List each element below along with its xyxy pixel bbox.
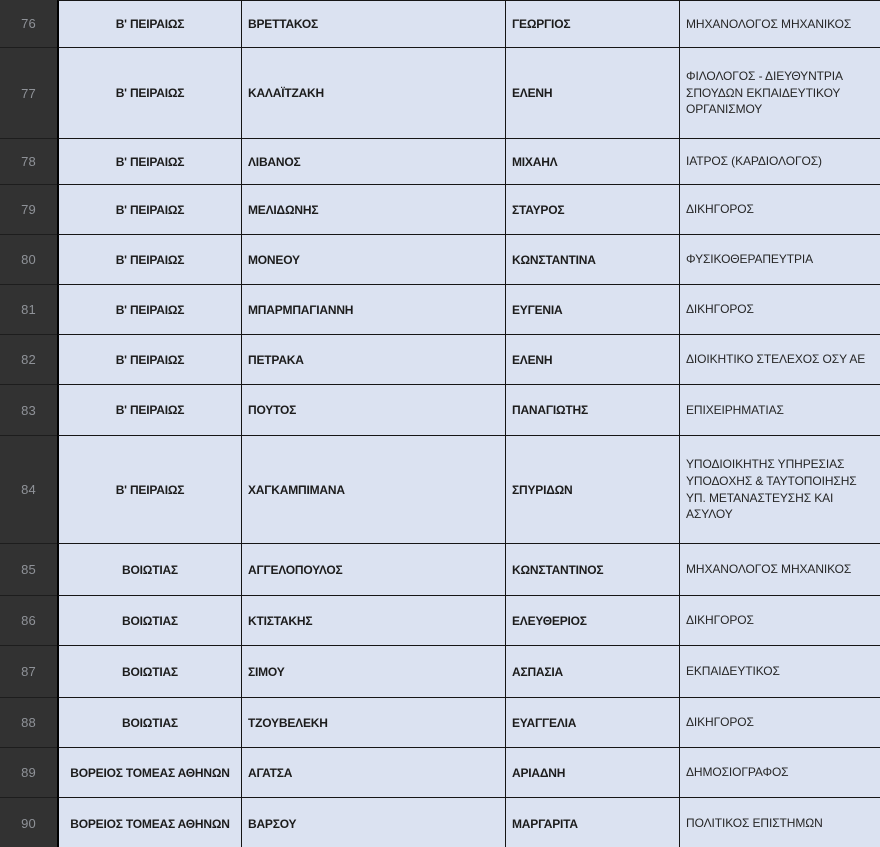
first-name-cell: ΑΡΙΑΔΝΗ [505, 748, 679, 798]
district-cell: ΒΟΡΕΙΟΣ ΤΟΜΕΑΣ ΑΘΗΝΩΝ [57, 798, 241, 847]
district-cell: ΒΟΙΩΤΙΑΣ [57, 646, 241, 698]
profession-cell: ΔΗΜΟΣΙΟΓΡΑΦΟΣ [679, 748, 880, 798]
first-name-cell: ΣΠΥΡΙΔΩΝ [505, 436, 679, 544]
profession-cell: ΕΚΠΑΙΔΕΥΤΙΚΟΣ [679, 646, 880, 698]
row-number-cell: 80 [0, 235, 57, 285]
district-cell: Β' ΠΕΙΡΑΙΩΣ [57, 185, 241, 235]
row-number-cell: 76 [0, 0, 57, 48]
row-number-cell: 84 [0, 436, 57, 544]
row-number-cell: 81 [0, 285, 57, 335]
table-row [0, 285, 880, 335]
district-cell: Β' ΠΕΙΡΑΙΩΣ [57, 285, 241, 335]
first-name-cell: ΣΤΑΥΡΟΣ [505, 185, 679, 235]
district-cell: ΒΟΙΩΤΙΑΣ [57, 698, 241, 748]
row-number-cell: 82 [0, 335, 57, 385]
district-cell: ΒΟΙΩΤΙΑΣ [57, 596, 241, 646]
table-row [0, 698, 880, 748]
profession-cell: ΔΙΚΗΓΟΡΟΣ [679, 698, 880, 748]
profession-cell: ΔΙΟΙΚΗΤΙΚΟ ΣΤΕΛΕΧΟΣ ΟΣΥ ΑΕ [679, 335, 880, 385]
profession-cell: ΜΗΧΑΝΟΛΟΓΟΣ ΜΗΧΑΝΙΚΟΣ [679, 544, 880, 596]
row-number-cell: 88 [0, 698, 57, 748]
table-row [0, 544, 880, 596]
table-row [0, 748, 880, 798]
surname-cell: ΜΟΝΕΟΥ [241, 235, 505, 285]
profession-cell: ΥΠΟΔΙΟΙΚΗΤΗΣ ΥΠΗΡΕΣΙΑΣ ΥΠΟΔΟΧΗΣ & ΤΑΥΤΟΠΟΙΗΣΗΣ ΥΠ. ΜΕΤΑΝΑΣΤΕΥΣΗΣ ΚΑΙ ΑΣΥΛΟΥ [679, 436, 880, 544]
profession-cell: ΦΥΣΙΚΟΘΕΡΑΠΕΥΤΡΙΑ [679, 235, 880, 285]
surname-cell: ΚΑΛΑΪΤΖΑΚΗ [241, 48, 505, 139]
table-row [0, 48, 880, 139]
profession-cell: ΜΗΧΑΝΟΛΟΓΟΣ ΜΗΧΑΝΙΚΟΣ [679, 0, 880, 48]
first-name-cell: ΜΑΡΓΑΡΙΤΑ [505, 798, 679, 847]
district-cell: Β' ΠΕΙΡΑΙΩΣ [57, 0, 241, 48]
profession-cell: ΔΙΚΗΓΟΡΟΣ [679, 185, 880, 235]
first-name-cell: ΑΣΠΑΣΙΑ [505, 646, 679, 698]
table-row [0, 798, 880, 847]
table-row [0, 385, 880, 436]
profession-cell: ΕΠΙΧΕΙΡΗΜΑΤΙΑΣ [679, 385, 880, 436]
first-name-cell: ΠΑΝΑΓΙΩΤΗΣ [505, 385, 679, 436]
first-name-cell: ΕΛΕΝΗ [505, 48, 679, 139]
first-name-cell: ΕΛΕΝΗ [505, 335, 679, 385]
surname-cell: ΒΡΕΤΤΑΚΟΣ [241, 0, 505, 48]
table-row [0, 646, 880, 698]
table-row [0, 185, 880, 235]
surname-cell: ΒΑΡΣΟΥ [241, 798, 505, 847]
first-name-cell: ΕΥΑΓΓΕΛΙΑ [505, 698, 679, 748]
surname-cell: ΠΕΤΡΑΚΑ [241, 335, 505, 385]
surname-cell: ΤΖΟΥΒΕΛΕΚΗ [241, 698, 505, 748]
profession-cell: ΠΟΛΙΤΙΚΟΣ ΕΠΙΣΤΗΜΩΝ [679, 798, 880, 847]
table-row [0, 436, 880, 544]
surname-cell: ΛΙΒΑΝΟΣ [241, 139, 505, 185]
profession-cell: ΔΙΚΗΓΟΡΟΣ [679, 285, 880, 335]
table-row [0, 139, 880, 185]
first-name-cell: ΕΛΕΥΘΕΡΙΟΣ [505, 596, 679, 646]
district-cell: Β' ΠΕΙΡΑΙΩΣ [57, 48, 241, 139]
row-number-cell: 87 [0, 646, 57, 698]
row-number-cell: 89 [0, 748, 57, 798]
table-row [0, 596, 880, 646]
surname-cell: ΧΑΓΚΑΜΠΙΜΑΝΑ [241, 436, 505, 544]
table-row [0, 235, 880, 285]
district-cell: ΒΟΙΩΤΙΑΣ [57, 544, 241, 596]
surname-cell: ΚΤΙΣΤΑΚΗΣ [241, 596, 505, 646]
surname-cell: ΠΟΥΤΟΣ [241, 385, 505, 436]
first-name-cell: ΜΙΧΑΗΛ [505, 139, 679, 185]
profession-cell: ΔΙΚΗΓΟΡΟΣ [679, 596, 880, 646]
table-row [0, 0, 880, 48]
row-number-cell: 90 [0, 798, 57, 847]
row-number-cell: 85 [0, 544, 57, 596]
district-cell: Β' ΠΕΙΡΑΙΩΣ [57, 235, 241, 285]
surname-cell: ΑΓΓΕΛΟΠΟΥΛΟΣ [241, 544, 505, 596]
surname-cell: ΑΓΑΤΣΑ [241, 748, 505, 798]
row-number-cell: 78 [0, 139, 57, 185]
surname-cell: ΜΕΛΙΔΩΝΗΣ [241, 185, 505, 235]
row-number-cell: 83 [0, 385, 57, 436]
first-name-cell: ΓΕΩΡΓΙΟΣ [505, 0, 679, 48]
row-number-cell: 79 [0, 185, 57, 235]
first-name-cell: ΕΥΓΕΝΙΑ [505, 285, 679, 335]
first-name-cell: ΚΩΝΣΤΑΝΤΙΝΑ [505, 235, 679, 285]
district-cell: Β' ΠΕΙΡΑΙΩΣ [57, 139, 241, 185]
district-cell: Β' ΠΕΙΡΑΙΩΣ [57, 436, 241, 544]
profession-cell: ΙΑΤΡΟΣ (ΚΑΡΔΙΟΛΟΓΟΣ) [679, 139, 880, 185]
district-cell: Β' ΠΕΙΡΑΙΩΣ [57, 335, 241, 385]
surname-cell: ΣΙΜΟΥ [241, 646, 505, 698]
district-cell: ΒΟΡΕΙΟΣ ΤΟΜΕΑΣ ΑΘΗΝΩΝ [57, 748, 241, 798]
first-name-cell: ΚΩΝΣΤΑΝΤΙΝΟΣ [505, 544, 679, 596]
surname-cell: ΜΠΑΡΜΠΑΓΙΑΝΝΗ [241, 285, 505, 335]
table-row [0, 335, 880, 385]
district-cell: Β' ΠΕΙΡΑΙΩΣ [57, 385, 241, 436]
row-number-cell: 77 [0, 48, 57, 139]
profession-cell: ΦΙΛΟΛΟΓΟΣ - ΔΙΕΥΘΥΝΤΡΙΑ ΣΠΟΥΔΩΝ ΕΚΠΑΙΔΕΥΤΙΚΟΥ ΟΡΓΑΝΙΣΜΟΥ [679, 48, 880, 139]
row-number-cell: 86 [0, 596, 57, 646]
